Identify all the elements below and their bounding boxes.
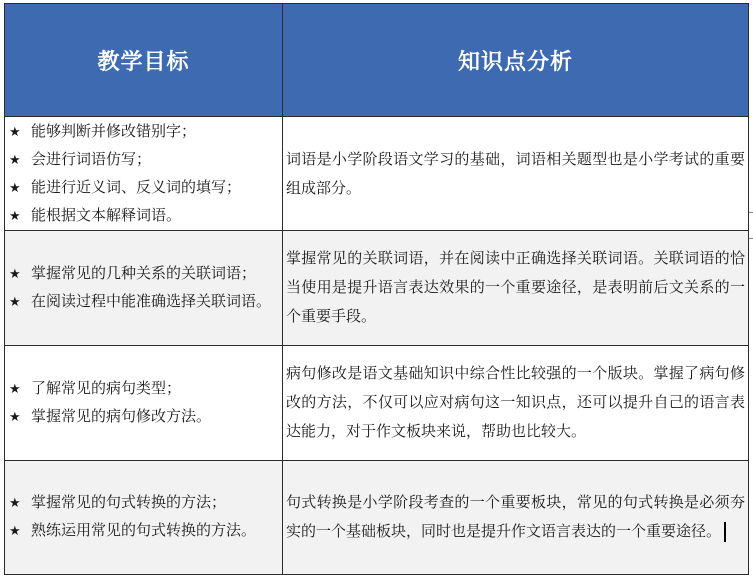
table-row: [5, 460, 749, 574]
edge-tick: [749, 212, 753, 213]
table-row: [5, 346, 749, 460]
goal-item: ★ 能根据文本解释词语。: [9, 202, 280, 230]
analysis-text: 句式转换是小学阶段考查的一个重要板块，常见的句式转换是必须夯实的一个基础板块，同时也是提升作文语言表达的一个重要途径。: [286, 493, 745, 541]
goal-item: ★ 了解常见的病句类型；: [9, 375, 280, 403]
goals-cell: [5, 460, 283, 574]
star-icon: ★: [9, 208, 21, 224]
analysis-cell[interactable]: [283, 460, 749, 574]
goal-item: ★ 掌握常见的病句修改方法。: [9, 403, 280, 431]
table-row: [5, 230, 749, 345]
star-icon: ★: [9, 124, 21, 140]
analysis-text: 掌握常见的关联词语，并在阅读中正确选择关联词语。关联词语的恰当使用是提升语言表达效果的一个重要途径，是表明前后文关系的一个重要手段。: [286, 249, 745, 326]
header-knowledge-analysis: 知识点分析: [283, 4, 749, 117]
edge-tick: [749, 238, 753, 239]
star-icon: ★: [9, 266, 21, 282]
goal-item: ★ 掌握常见的几种关系的关联词语；: [9, 260, 280, 288]
goal-item: ★ 能进行近义词、反义词的填写；: [9, 174, 280, 202]
star-icon: ★: [9, 496, 21, 512]
goal-item: ★ 在阅读过程中能准确选择关联词语。: [9, 288, 280, 316]
text-cursor: [724, 522, 726, 542]
goals-cell: [5, 117, 283, 230]
goals-cell: [5, 346, 283, 460]
star-icon: ★: [9, 180, 21, 196]
analysis-cell: [283, 117, 749, 230]
analysis-text: 词语是小学阶段语文学习的基础，词语相关题型也是小学考试的重要组成部分。: [286, 149, 745, 197]
goals-cell: [5, 230, 283, 345]
goal-item: ★ 熟练运用常见的句式转换的方法。: [9, 517, 280, 545]
header-row: [5, 4, 749, 117]
star-icon: ★: [9, 524, 21, 540]
goal-item: ★ 能够判断并修改错别字；: [9, 118, 280, 146]
star-icon: ★: [9, 152, 21, 168]
header-teaching-goals: 教学目标: [5, 4, 283, 117]
knowledge-table: [4, 3, 749, 575]
analysis-cell: [283, 230, 749, 345]
goal-item: ★ 会进行词语仿写；: [9, 146, 280, 174]
analysis-text: 病句修改是语文基础知识中综合性比较强的一个版块。掌握了病句修改的方法，不仅可以应对病句这一知识点，还可以提升自己的语言表达能力，对于作文板块来说，帮助也比较大。: [286, 364, 745, 441]
analysis-cell: [283, 346, 749, 460]
goal-item: ★ 掌握常见的句式转换的方法；: [9, 489, 280, 517]
table-row: [5, 117, 749, 230]
star-icon: ★: [9, 409, 21, 425]
star-icon: ★: [9, 294, 21, 310]
star-icon: ★: [9, 381, 21, 397]
